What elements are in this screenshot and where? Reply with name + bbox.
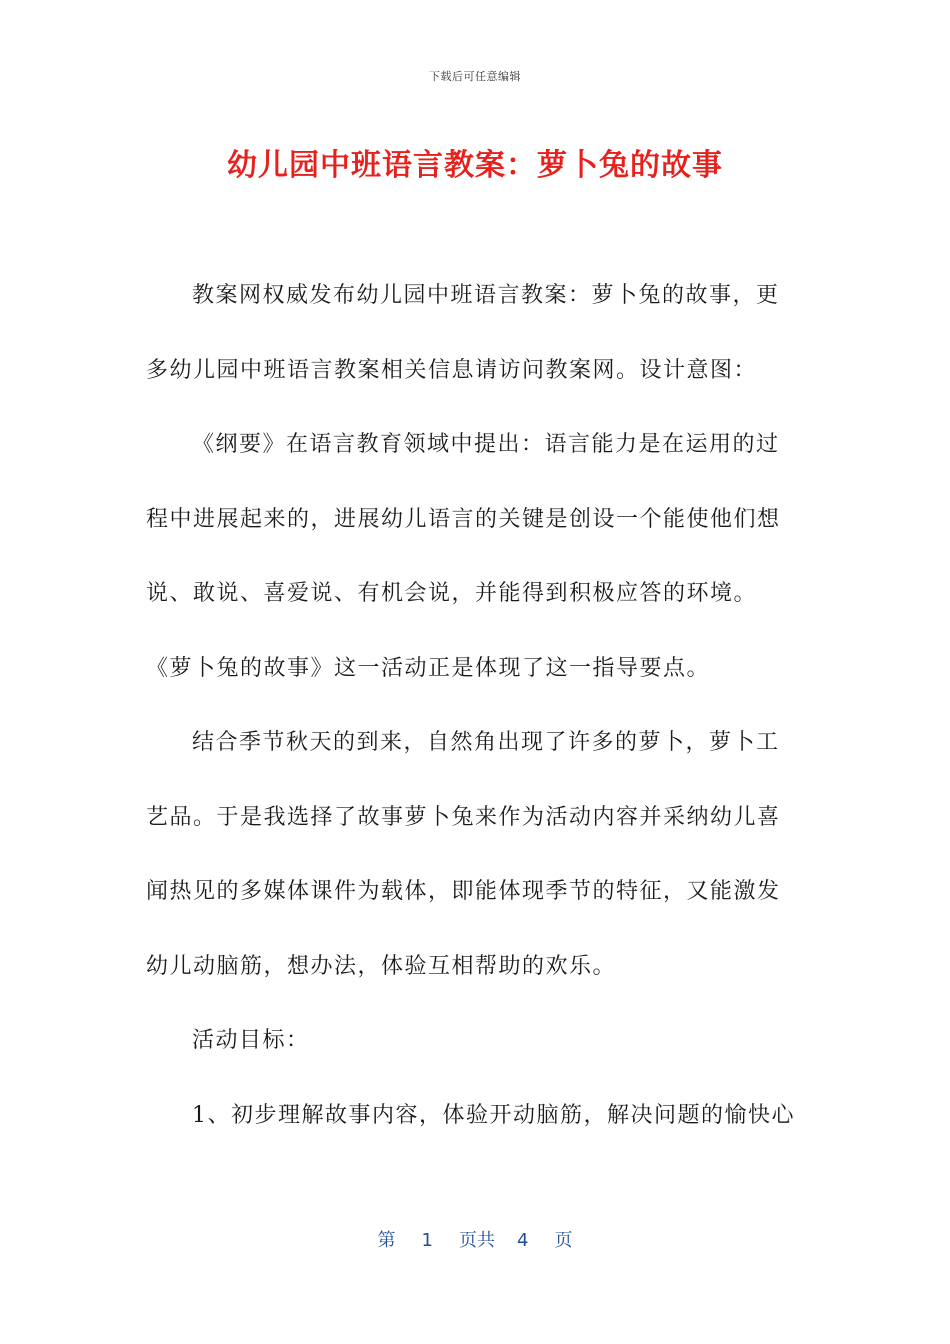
body-line: 活动目标： [192,1028,310,1053]
page-footer [0,1226,950,1252]
body-line: 教案网权威发布幼儿园中班语言教案：萝卜兔的故事，更 [192,283,780,308]
body-line: 多幼儿园中班语言教案相关信息请访问教案网。设计意图： [146,357,758,383]
body-line: 幼儿动脑筋，想办法，体验互相帮助的欢乐。 [146,953,617,979]
body-line: 程中进展起来的，进展幼儿语言的关键是创设一个能使他们想 [146,506,781,532]
body-line: 1、初步理解故事内容，体验开动脑筋，解决问题的愉快心 [192,1102,795,1128]
body-line: 说、敢说、喜爱说、有机会说，并能得到积极应答的环境。 [146,581,758,606]
footer-prefix: 第 [377,1230,396,1251]
body-line: 《萝卜兔的故事》这一活动正是体现了这一指导要点。 [146,655,711,681]
body-line: 结合季节秋天的到来，自然角出现了许多的萝卜，萝卜工 [192,730,780,755]
document-body [146,268,806,1162]
header-note: 下载后可任意编辑 [429,70,521,83]
body-line: 闻热见的多媒体课件为载体，即能体现季节的特征，又能激发 [146,879,781,904]
body-line: 《纲要》在语言教育领域中提出：语言能力是在运用的过 [192,432,780,457]
body-line: 艺品。于是我选择了故事萝卜兔来作为活动内容并采纳幼儿喜 [146,804,781,830]
footer-middle: 页共 [459,1230,495,1251]
document-title: 幼儿园中班语言教案：萝卜兔的故事 [227,148,723,183]
current-page-number: 1 [421,1230,433,1251]
footer-suffix: 页 [554,1230,573,1251]
total-page-number: 4 [517,1230,529,1251]
